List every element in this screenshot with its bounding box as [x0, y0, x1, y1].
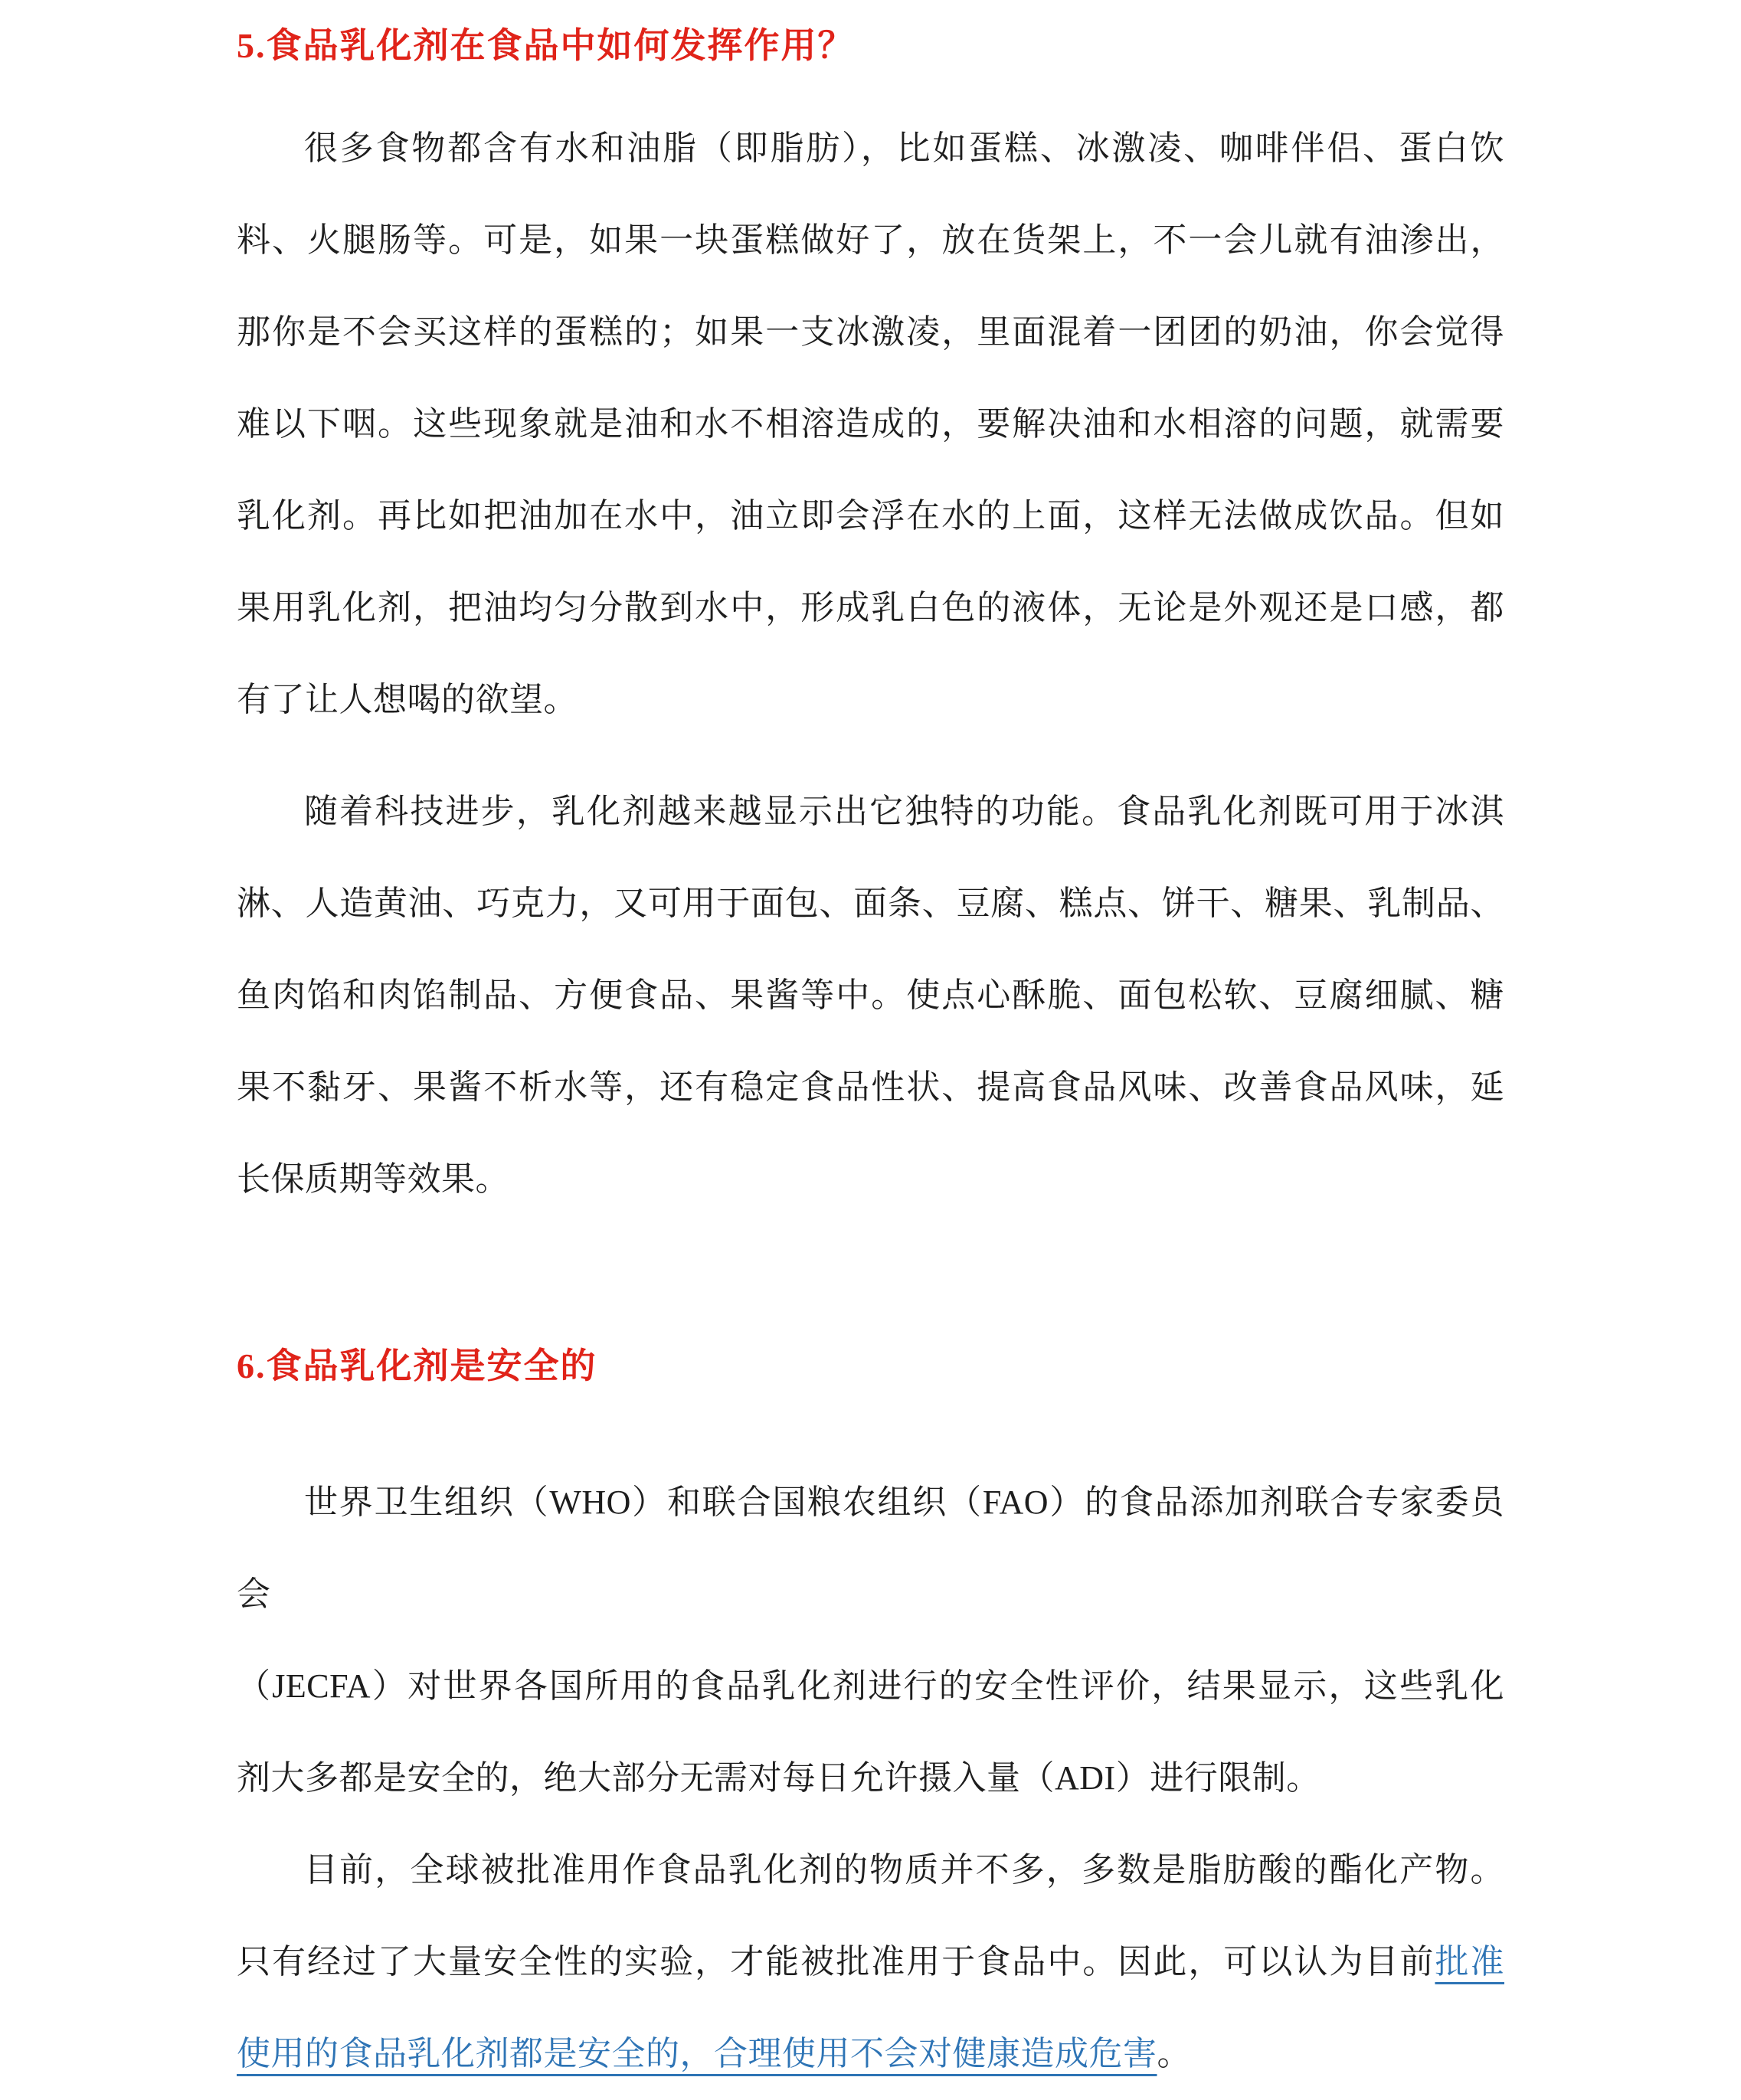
- document-page: [237, 0, 1504, 2100]
- text-line: [237, 654, 1504, 746]
- text-line: [237, 1042, 1504, 1133]
- text-segment: 难以下咽。这些现象就是油和水不相溶造成的，要解决油和水相溶的问题，就需要: [237, 405, 1504, 443]
- text-line: [237, 1640, 1504, 1732]
- text-segment: 很多食物都含有水和油脂（即脂肪），比如蛋糕、冰激凌、咖啡伴侣、蛋白饮: [304, 129, 1504, 167]
- text-line: [237, 286, 1504, 378]
- text-segment: 淋、人造黄油、巧克力，又可用于面包、面条、豆腐、糕点、饼干、糖果、乳制品、: [237, 885, 1504, 922]
- text-line: [237, 195, 1504, 286]
- text-segment: 。: [1157, 2035, 1191, 2072]
- text-line: [237, 858, 1504, 950]
- text-segment: 随着科技进步，乳化剂越来越显示出它独特的功能。食品乳化剂既可用于冰淇: [304, 793, 1504, 830]
- paragraph-emulsifier-function-2: [237, 766, 1504, 1225]
- text-segment: 果不黏牙、果酱不析水等，还有稳定食品性状、提高食品风味、改善食品风味，延: [237, 1068, 1504, 1106]
- text-segment: 料、火腿肠等。可是，如果一块蛋糕做好了，放在货架上，不一会儿就有油渗出，: [237, 221, 1504, 259]
- text-segment: 长保质期等效果。: [237, 1160, 509, 1198]
- text-line: [237, 1824, 1504, 1916]
- text-line: [237, 2008, 1504, 2100]
- text-segment: 有了让人想喝的欲望。: [237, 681, 578, 718]
- text-line: [237, 378, 1504, 470]
- text-segment: 鱼肉馅和肉馅制品、方便食品、果酱等中。使点心酥脆、面包松软、豆腐细腻、糖: [237, 976, 1504, 1014]
- text-line: [237, 562, 1504, 654]
- hyperlink-text[interactable]: 使用的食品乳化剂都是安全的，合理使用不会对健康造成危害: [237, 2035, 1157, 2072]
- text-segment: 只有经过了大量安全性的实验，才能被批准用于食品中。因此，可以认为目前: [237, 1943, 1435, 1981]
- paragraph-emulsifier-function-1: [237, 103, 1504, 746]
- text-segment: 世界卫生组织（WHO）和联合国粮农组织（FAO）的食品添加剂联合专家委员会: [237, 1483, 1504, 1613]
- paragraph-safety-1: [237, 1457, 1504, 1824]
- paragraph-safety-2: [237, 1824, 1504, 2100]
- text-segment: 乳化剂。再比如把油加在水中，油立即会浮在水的上面，这样无法做成饮品。但如: [237, 497, 1504, 535]
- text-line: [237, 470, 1504, 562]
- text-line: [237, 1133, 1504, 1225]
- text-line: [237, 1916, 1504, 2008]
- section-5-heading: 5.食品乳化剂在食品中如何发挥作用？: [237, 26, 855, 65]
- text-line: [237, 950, 1504, 1042]
- text-segment: （JECFA）对世界各国所用的食品乳化剂进行的安全性评价，结果显示，这些乳化: [237, 1667, 1504, 1705]
- text-segment: 果用乳化剂，把油均匀分散到水中，形成乳白色的液体，无论是外观还是口感，都: [237, 589, 1504, 626]
- text-line: [237, 1457, 1504, 1640]
- text-segment: 剂大多都是安全的，绝大部分无需对每日允许摄入量（ADI）进行限制。: [237, 1759, 1320, 1797]
- text-line: [237, 103, 1504, 195]
- text-line: [237, 1732, 1504, 1824]
- hyperlink-text[interactable]: 批准: [1435, 1943, 1504, 1981]
- text-segment: 目前，全球被批准用作食品乳化剂的物质并不多，多数是脂肪酸的酯化产物。: [304, 1851, 1504, 1889]
- section-6-heading: 6.食品乳化剂是安全的: [237, 1346, 597, 1385]
- text-segment: 那你是不会买这样的蛋糕的；如果一支冰激凌，里面混着一团团的奶油，你会觉得: [237, 313, 1504, 351]
- text-line: [237, 766, 1504, 858]
